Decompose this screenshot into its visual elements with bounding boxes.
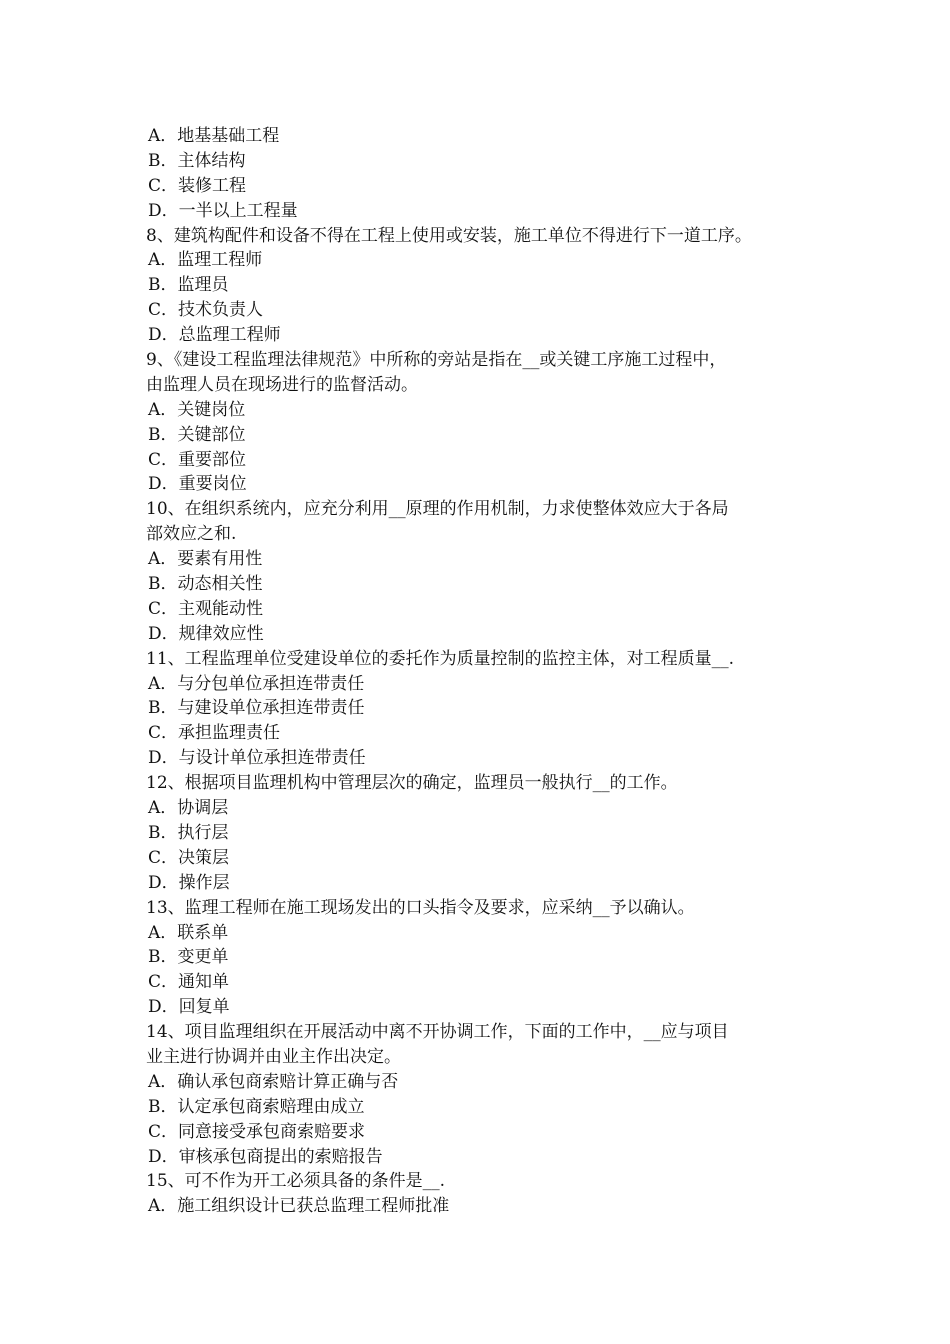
answer-option: C．承担监理责任 bbox=[148, 723, 281, 744]
answer-option: A．关键岗位 bbox=[148, 399, 246, 420]
question-text: 12、根据项目监理机构中管理层次的确定，监理员一般执行__的工作。 bbox=[146, 773, 678, 794]
answer-option: B．变更单 bbox=[148, 947, 229, 968]
question-text: 13、监理工程师在施工现场发出的口头指令及要求，应采纳__予以确认。 bbox=[146, 897, 695, 918]
question-text: 15、可不作为开工必须具备的条件是__. bbox=[146, 1171, 446, 1192]
answer-option: A．协调层 bbox=[148, 798, 229, 819]
answer-option: A．与分包单位承担连带责任 bbox=[148, 673, 365, 694]
question-text: 14、项目监理组织在开展活动中离不开协调工作，下面的工作中，__应与项目 bbox=[146, 1022, 729, 1043]
answer-option: C．同意接受承包商索赔要求 bbox=[148, 1121, 366, 1142]
answer-option: A．确认承包商索赔计算正确与否 bbox=[148, 1071, 399, 1092]
question-text: 部效应之和. bbox=[146, 524, 237, 545]
answer-option: A．要素有用性 bbox=[148, 549, 263, 570]
answer-option: D．规律效应性 bbox=[148, 623, 264, 644]
answer-option: A．监理工程师 bbox=[148, 250, 263, 271]
answer-option: D．回复单 bbox=[148, 997, 230, 1018]
answer-option: B．关键部位 bbox=[148, 424, 246, 445]
question-text: 11、工程监理单位受建设单位的委托作为质量控制的监控主体，对工程质量__. bbox=[146, 648, 735, 669]
answer-option: B．动态相关性 bbox=[148, 574, 263, 595]
question-text: 8、建筑构配件和设备不得在工程上使用或安装，施工单位不得进行下一道工序。 bbox=[146, 225, 752, 246]
answer-option: D．操作层 bbox=[148, 872, 230, 893]
answer-option: C．决策层 bbox=[148, 847, 230, 868]
question-text: 由监理人员在现场进行的监督活动。 bbox=[146, 374, 418, 395]
answer-option: C．技术负责人 bbox=[148, 300, 264, 321]
answer-option: B．监理员 bbox=[148, 275, 229, 296]
answer-option: B．主体结构 bbox=[148, 150, 246, 171]
question-text: 10、在组织系统内，应充分利用__原理的作用机制，力求使整体效应大于各局 bbox=[146, 499, 729, 520]
document-body bbox=[146, 124, 816, 1219]
answer-option: A．地基基础工程 bbox=[148, 126, 280, 146]
answer-option: A．施工组织设计已获总监理工程师批准 bbox=[148, 1196, 450, 1217]
answer-option: C．装修工程 bbox=[148, 175, 247, 196]
question-text: 业主进行协调并由业主作出决定。 bbox=[146, 1046, 401, 1067]
answer-option: C．通知单 bbox=[148, 972, 230, 993]
answer-option: B．认定承包商索赔理由成立 bbox=[148, 1096, 365, 1117]
answer-option: B．执行层 bbox=[148, 822, 229, 843]
question-text: 9、《建设工程监理法律规范》中所称的旁站是指在__或关键工序施工过程中， bbox=[146, 350, 727, 371]
answer-option: B．与建设单位承担连带责任 bbox=[148, 698, 365, 719]
answer-option: C．重要部位 bbox=[148, 449, 247, 470]
answer-option: D．重要岗位 bbox=[148, 474, 247, 495]
answer-option: A．联系单 bbox=[148, 922, 229, 943]
answer-option: C．主观能动性 bbox=[148, 598, 264, 619]
answer-option: D．审核承包商提出的索赔报告 bbox=[148, 1146, 383, 1167]
answer-option: D．总监理工程师 bbox=[148, 325, 281, 346]
answer-option: D．一半以上工程量 bbox=[148, 200, 298, 221]
answer-option: D．与设计单位承担连带责任 bbox=[148, 748, 366, 769]
